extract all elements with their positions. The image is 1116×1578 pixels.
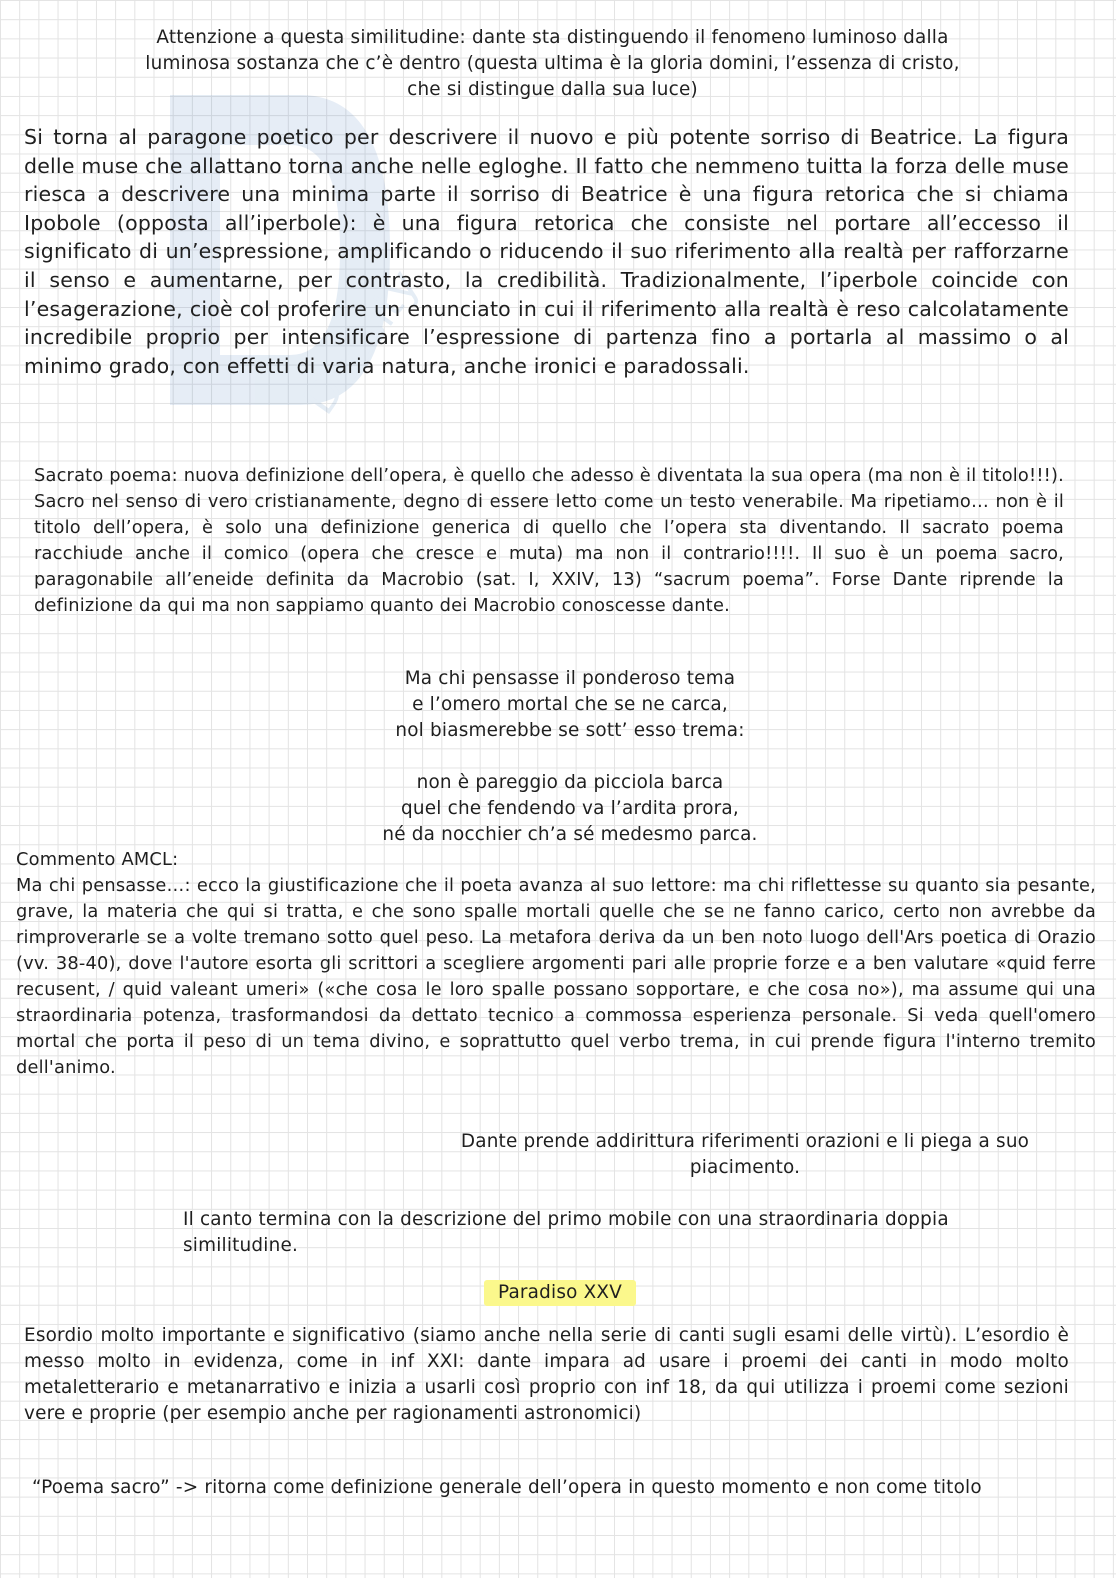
verse-stanza-2 (270, 770, 870, 848)
verse-line: e l’omero mortal che se ne carca, (412, 694, 728, 715)
comment-heading: Commento AMCL: (16, 849, 179, 870)
watermark-text: Docsity (293, 260, 430, 424)
esordio-paragraph: Esordio molto importante e significativo (siamo anche nella serie di canti sugli esami delle virtù). L’esordio è messo molto in evidenza, come in inf XXI: dante impara ad usare i proemi dei canti in modo molto metaletterario e metanarrativo e inizia a usarli così proprio con inf 18, da qui utilizza i proemi come sezioni vere e proprie (per esempio anche per ragionamenti astronomici) (24, 1325, 1069, 1424)
verse-line: non è pareggio da picciola barca (416, 772, 724, 793)
similitude-note: Attenzione a questa similitudine: dante sta distinguendo il fenomeno luminoso dalla luminosa sostanza che c’è dentro (questa ultima è la gloria domini, l’essenza di cristo, che si distingue dalla sua luce) (145, 27, 960, 100)
sacrato-poema-paragraph: Sacrato poema: nuova definizione dell’opera, è quello che adesso è diventata la sua opera (ma non è il titolo!!!). Sacro nel senso di vero cristianamente, degno di essere letto come un testo venerabile. Ma ripetiamo… non è il titolo dell’opera, è solo una definizione generica di quello che l’opera sta diventando. Il sacrato poema racchiude anche il comico (opera che cresce e muta) ma non il contrario!!!!. Il suo è un poema sacro, paragonabile all’eneide definita da Macrobio (sat. I, XXIV, 13) “sacrum poema”. Forse Dante riprende la definizione da qui ma non sappiamo quanto dei Macrobio conoscesse dante. (34, 465, 1064, 616)
verse-line: né da nocchier ch’a sé medesmo parca. (382, 824, 758, 845)
section-title: Paradiso XXV (484, 1280, 636, 1306)
orazio-note: Dante prende addirittura riferimenti orazioni e li piega a suo piacimento. (460, 1131, 1030, 1178)
poema-sacro-note: “Poema sacro” -> ritorna come definizione generale dell’opera in questo momento e non come titolo (32, 1477, 982, 1498)
canto-end-note: Il canto termina con la descrizione del primo mobile con una straordinaria doppia similitudine. (183, 1209, 949, 1256)
verse-stanza-1 (270, 666, 870, 744)
section-title-row (300, 1280, 820, 1306)
ipobole-paragraph: Si torna al paragone poetico per descrivere il nuovo e più potente sorriso di Beatrice. La figura delle muse che allattano torna anche nelle egloghe. Il fatto che nemmeno tuitta la forza delle muse riesca a descrivere una minima parte il sorriso di Beatrice è una figura retorica che si chiama Ipobole (opposta all’iperbole): è una figura retorica che consiste nel portare all’eccesso il significato di un’espressione, amplificando o riducendo il suo riferimento alla realtà per rafforzarne il senso e aumentarne, per contrasto, la credibilità. Tradizionalmente, l’iperbole coincide con l’esagerazione, cioè col proferire un enunciato in cui il riferimento alla realtà è reso calcolatamente incredibile proprio per intensificare l’espressione di partenza fino a portarla al massimo o al minimo grado, con effetti di varia natura, anche ironici e paradossali. (24, 125, 1069, 378)
verse-line: Ma chi pensasse il ponderoso tema (404, 668, 736, 689)
verse-line: quel che fendendo va l’ardita prora, (401, 798, 739, 819)
comment-body: Ma chi pensasse…: ecco la giustificazione che il poeta avanza al suo lettore: ma chi riflettesse su quanto sia pesante, grave, la materia che qui si tratta, e che sono spalle mortali quelle che se ne fanno carico, certo non avrebbe da rimproverarle se a volte tremano sotto quel peso. La metafora deriva da un ben noto luogo dell'Ars poetica di Orazio (vv. 38-40), dove l'autore esorta gli scrittori a scegliere argomenti pari alle proprie forze e a ben valutare «quid ferre recusent, / quid valeant umeri» («che cosa le loro spalle possano sopportare, e che cosa no»), ma assume qui una straordinaria potenza, trasformandosi da dettato tecnico a commossa esperienza personale. Si veda quell'omero mortal che porta il peso di un tema divino, e soprattutto quel verbo trema, in cui prende figura l'interno tremito dell'animo. (16, 875, 1096, 1078)
verse-line: nol biasmerebbe se sott’ esso trema: (395, 720, 745, 741)
